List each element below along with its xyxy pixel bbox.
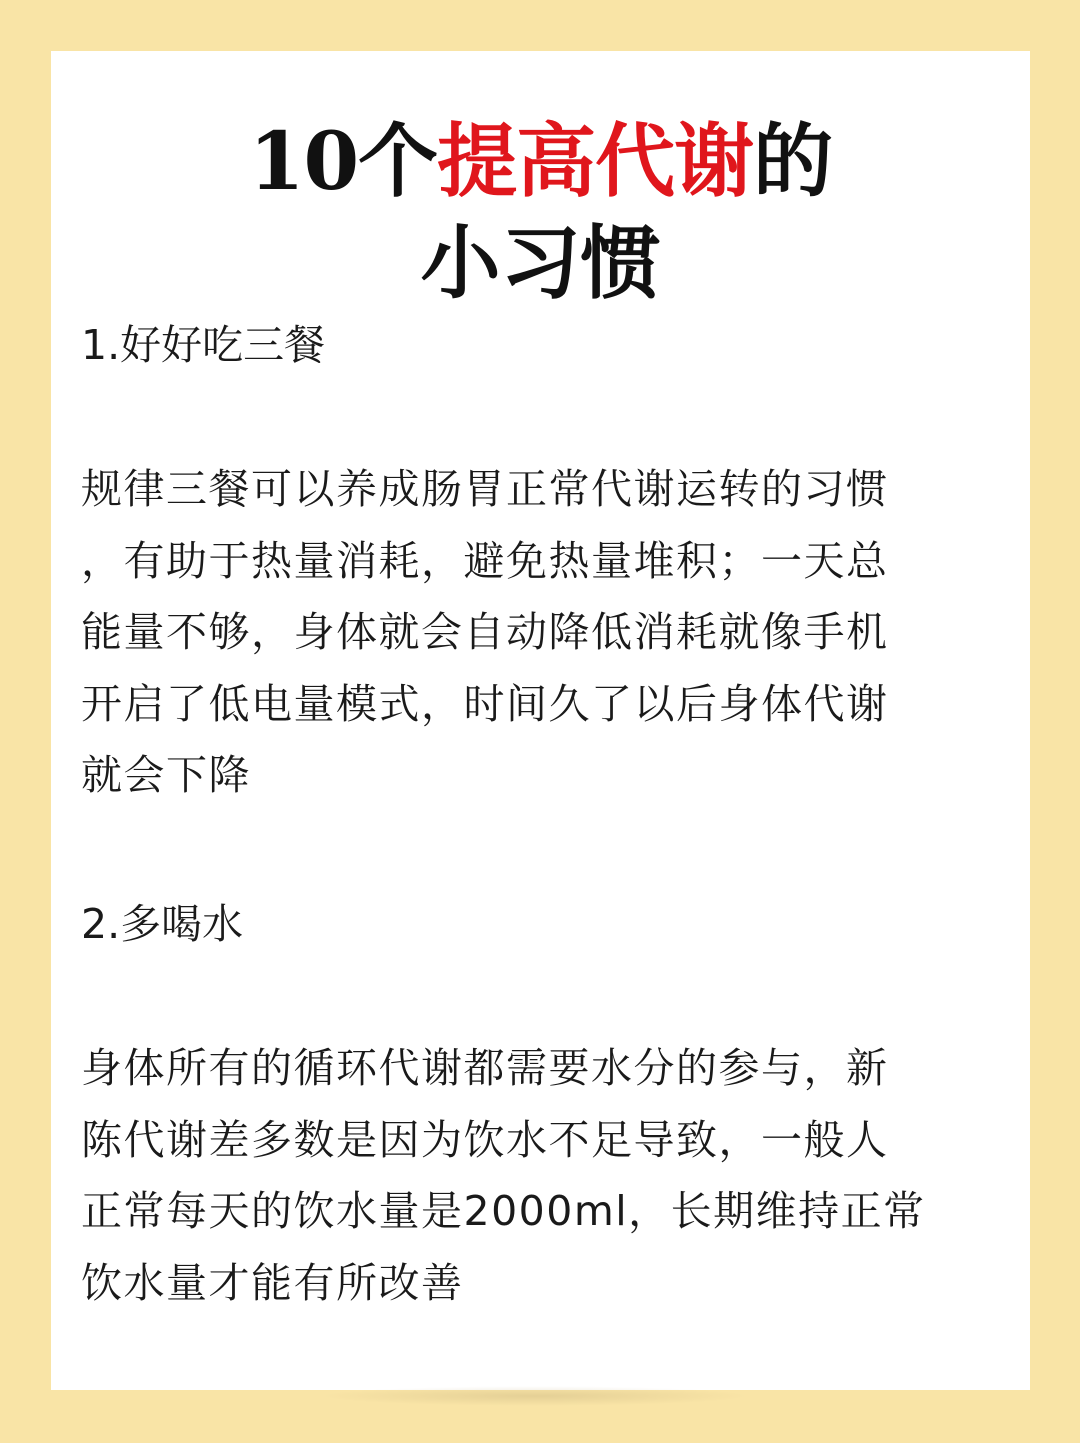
- paragraph-line: 身体所有的循环代谢都需要水分的参与，新: [81, 1044, 889, 1092]
- paragraph-line: 陈代谢差多数是因为饮水不足导致，一般人: [81, 1115, 889, 1164]
- paragraph-line: 饮水量才能有所改善: [81, 1258, 464, 1307]
- content-card: [51, 51, 1030, 1390]
- section-paragraph-eat-meals: [81, 454, 1016, 812]
- card-bottom-shadow: [320, 1386, 750, 1406]
- paragraph-line: 就会下降: [81, 751, 251, 799]
- section-paragraph-drink-water: [81, 1033, 1016, 1319]
- title-highlight: 提高代谢: [437, 114, 754, 208]
- title-prefix: 10个: [248, 114, 438, 208]
- section-heading-eat-meals: 1.好好吃三餐: [81, 321, 326, 369]
- paragraph-line: 开启了低电量模式，时间久了以后身体代谢: [81, 679, 889, 728]
- paragraph-line: 正常每天的饮水量是2000ml，长期维持正常: [81, 1187, 926, 1235]
- section-heading-drink-water: 2.多喝水: [81, 900, 244, 948]
- page-title-line2: 小习惯: [420, 216, 661, 310]
- page-title-line1: [51, 111, 1030, 211]
- title-suffix: 的: [753, 114, 833, 208]
- paragraph-line: 规律三餐可以养成肠胃正常代谢运转的习惯: [81, 465, 889, 513]
- paragraph-line: ，有助于热量消耗，避免热量堆积；一天总: [81, 536, 889, 585]
- paragraph-line: 能量不够，身体就会自动降低消耗就像手机: [81, 608, 889, 656]
